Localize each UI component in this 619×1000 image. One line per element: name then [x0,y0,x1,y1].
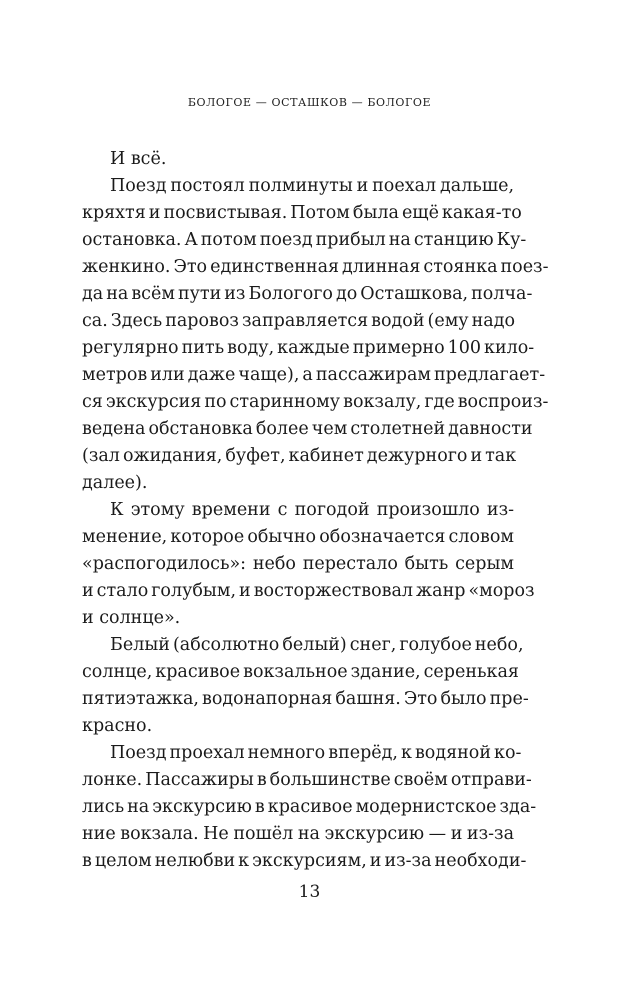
text-line: са. Здесь паровоз заправляется водой (ему надо [82,311,516,331]
text-line: ведена обстановка более чем столетней давности [82,419,533,439]
text-line: ся экскурсия по старинному вокзалу, где воспроиз- [82,392,549,412]
text-line: ние вокзала. Не пошёл на экскурсию — и из-за [82,824,515,844]
text-line: Поезд постоял полминуты и поехал дальше, [110,176,515,196]
text-line: И всё. [110,149,167,169]
text-line: Белый (абсолютно белый) снег, голубое небо, [110,635,524,655]
text-line: лонке. Пассажиры в большинстве своём отправи- [82,770,532,790]
text-line: пятиэтажка, водонапорная башня. Это было пре- [82,689,529,709]
text-line: женкино. Это единственная длинная стоянка поез- [82,257,549,277]
text-line: менение, которое обычно обозначается словом [82,527,514,547]
text-line: (зал ожидания, буфет, кабинет дежурного и так [82,446,517,466]
page-number: 13 [298,882,321,902]
text-line: метров или даже чаще), а пассажирам предлагает- [82,365,546,385]
text-line: лись на экскурсию в красивое модернистское зда- [82,797,537,817]
text-line: регулярно пить воду, каждые примерно 100 кило- [82,338,535,358]
text-line: и стало голубым, и восторжествовал жанр «мороз [82,581,535,601]
body-text [82,146,549,875]
text-line: остановка. А потом поезд прибыл на станцию Ку- [82,230,527,250]
text-line: «распогодилось»: небо перестало быть серым [82,554,514,574]
text-line: К этому времени с погодой произошло из- [110,500,515,520]
text-line: Поезд проехал немного вперёд, к водяной ко- [110,743,522,763]
running-head: БОЛОГОЕ — ОСТАШКОВ — БОЛОГОЕ [187,96,432,109]
text-line: в целом нелюбви к экскурсиям, и из-за необходи- [82,851,527,871]
text-line: и солнце». [82,608,181,628]
text-line: да на всём пути из Бологого до Осташкова, полча- [82,284,533,304]
text-line: далее). [82,473,148,493]
text-line: красно. [82,716,153,736]
text-line: солнце, красивое вокзальное здание, серенькая [82,662,519,682]
text-line: кряхтя и посвистывая. Потом была ещё какая-то [82,203,522,223]
